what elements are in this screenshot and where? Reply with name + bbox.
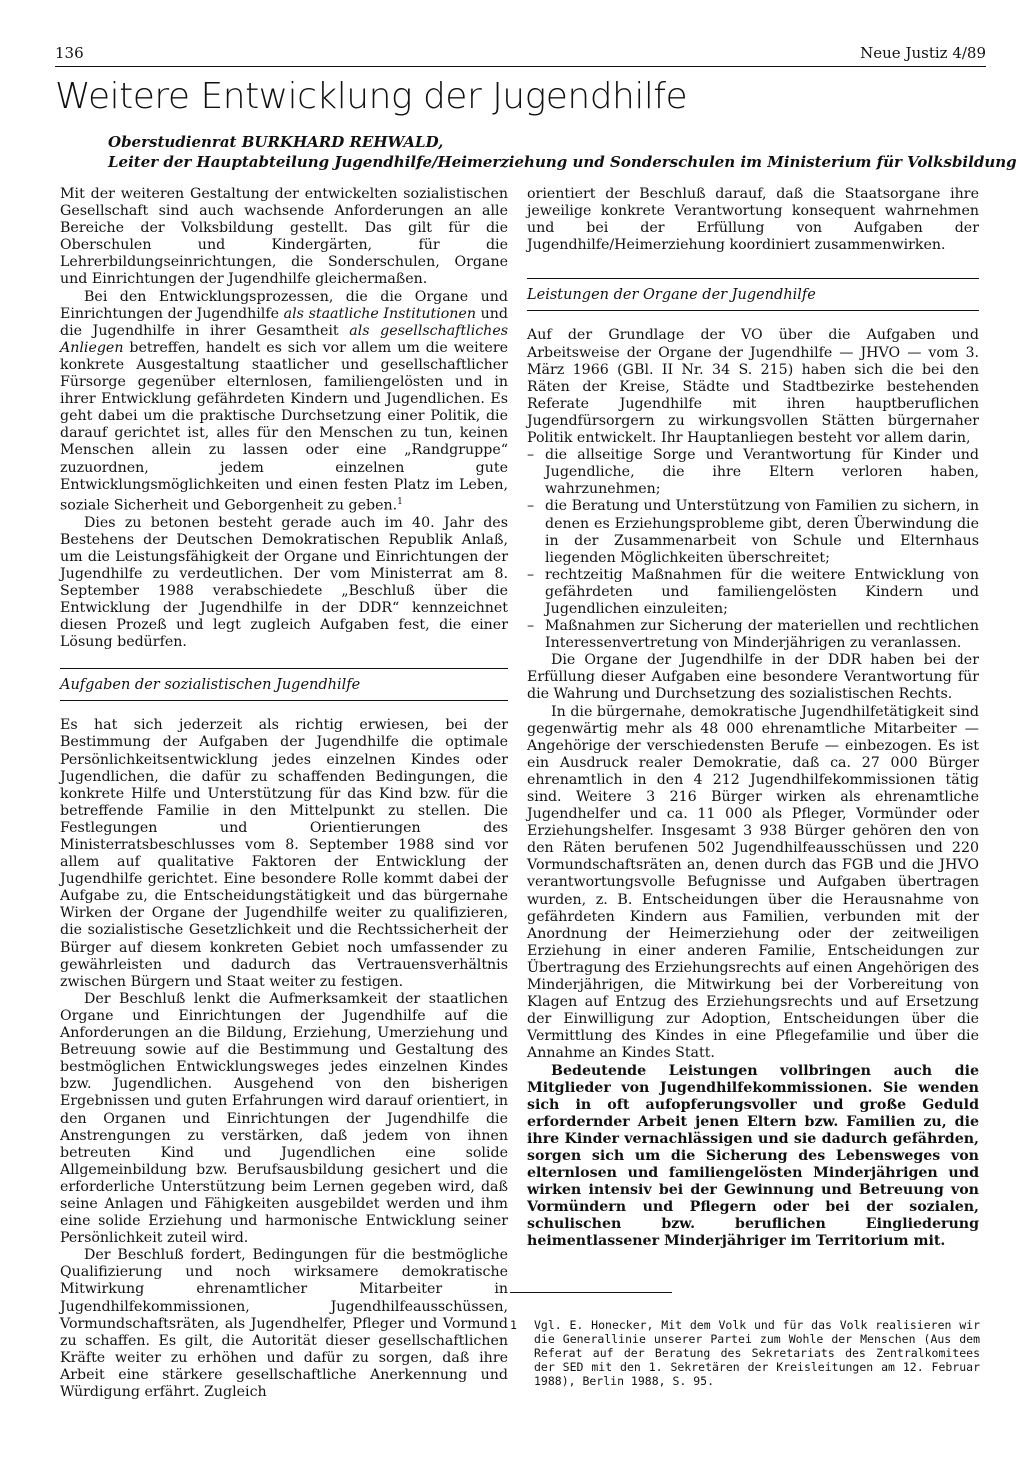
task-list [527,447,979,652]
list-item: – die Beratung und Unterstützung von Familien zu sichern, in denen es Erziehungsprobleme gibt, deren Überwindung die in der Zusammenarbeit von Schule und Elternhaus liegenden Möglichkeiten überschreitet; [527,498,979,566]
paragraph: Mit der weiteren Gestaltung der entwickelten sozialistischen Gesellschaft sind auch wachsende Anforderungen an alle Bereiche der Volksbildung gestellt. Das gilt für die Oberschulen und Kindergärten, für die Lehrerbildungseinrichtungen, die Sonderschulen, Organe und Einrichtungen der Jugendhilfe gleichermaßen. [60,186,508,288]
text-run: Bei den Entwicklungsprozessen, die die Organe und Einrichtungen der Jugendhilfe [60,288,508,322]
paragraph: Der Beschluß fordert, Bedingungen für die bestmögliche Qualifizierung und noch wirksamere demokratische Mitwirkung ehrenamtlicher Mitarbeiter in Jugendhilfekommissionen, Jugendhilfeausschüssen, Vormundschaftsräten, als Jugendhelfer, Pfleger und Vormund zu schaffen. Es gilt, die Autorität dieser gesellschaftlichen Kräfte weiter zu erhöhen und dafür zu sorgen, daß ihre Arbeit eine stärkere gesellschaftliche Anerkennung und Würdigung erfährt. Zugleich [60,1247,508,1401]
author-block [108,132,1017,172]
author-name: Oberstudienrat BURKHARD REHWALD, [108,133,444,151]
list-item: – die allseitige Sorge und Verantwortung für Kinder und Jugendliche, die ihre Eltern verloren haben, wahrzunehmen; [527,447,979,498]
journal-issue: Neue Justiz 4/89 [860,44,986,62]
paragraph: In die bürgernahe, demokratische Jugendhilfetätigkeit sind gegenwärtig mehr als 48 000 ehrenamtliche Mitarbeiter — Angehörige der verschiedensten Berufe — einbezogen. Es ist ein Ausdruck realer Demokratie, daß ca. 27 000 Bürger ehrenamtlich in den 4 212 Jugendhilfekommissionen tätig sind. Weitere 3 216 Bürger wirken als ehrenamtliche Jugendhelfer und ca. 11 000 als Pfleger, Vormünder oder Erziehungshelfer. Insgesamt 3 938 Bürger gehören den von den Räten berufenen 502 Jugendhilfeausschüssen und 220 Vormundschaftsräten an, denen durch das FGB und die JHVO verantwortungsvolle Befugnisse und Aufgaben übertragen wurden, z. B. Entscheidungen über die Herausnahme von gefährdeten Kindern aus Familien, verbunden mit der Anordnung der Heimerziehung oder der zeitweiligen Erziehung in einer anderen Familie, Entscheidungen zur Übertragung des Erziehungsrechts auf einen Angehörigen des Minderjährigen, die Mitwirkung bei der Vorbereitung von Klagen auf Entzug des Erziehungsrechts und auf Ersetzung der Einwilligung zur Adoption, Entscheidungen über die Vermittlung des Kindes in eine Pflegefamilie und über die Annahme an Kindes Statt. [527,703,979,1062]
footnote-ref: 1 [397,496,403,507]
paragraph: Es hat sich jederzeit als richtig erwiesen, bei der Bestimmung der Aufgaben der Jugendhilfe die optimale Persönlichkeitsentwicklung jedes einzelnen Kindes oder Jugendlichen, die dafür zu schaffenden Bedingungen, die konkrete Hilfe und Unterstützung für das Kind bzw. für die betreffende Familie in den Mittelpunkt zu stellen. Die Festlegungen und Orientierungen des Ministerratsbeschlusses vom 8. September 1988 sind vor allem auf qualitative Faktoren der Entwicklung der Jugendhilfe gerichtet. Eine besondere Rolle kommt dabei der Aufgabe zu, die Entscheidungstätigkeit und das bürgernahe Wirken der Organe der Jugendhilfe weiter zu qualifizieren, die sozialistische Gesetzlichkeit und die Rechtssicherheit der Bürger auf diesem konkreten Gebiet noch umfassender zu gewährleisten und dadurch das Vertrauensverhältnis zwischen Bürgern und Staat weiter zu festigen. [60,717,508,990]
footnote-text: Vgl. E. Honecker, Mit dem Volk und für das Volk realisieren wir die Generallinie unserer Partei zum Wohle der Menschen (Aus dem Referat auf der Beratung des Sekretariats des Zentralkomitees der SED mit den 1. Sekretären der Kreisleitungen am 12. Februar 1988), Berlin 1988, S. 95. [534,1318,980,1388]
section-heading: Aufgaben der sozialistischen Jugendhilfe [60,677,361,694]
emphasis: als staatliche Institutionen [283,305,476,322]
emphasis: als gesellschaftliches Anliegen [60,322,508,356]
text-run: und die Jugendhilfe in ihrer Gesamtheit [60,305,508,339]
list-item: – rechtzeitig Maßnahmen für die weitere Entwicklung von gefährdeten und familiengelösten Kindern und Jugendlichen einzuleiten; [527,567,979,618]
left-column [60,186,508,1401]
right-column [527,186,979,1251]
paragraph: Dies zu betonen besteht gerade auch im 40. Jahr des Bestehens der Deutschen Demokratischen Republik Anlaß, um die Leistungsfähigkeit der Organe und Einrichtungen der Jugendhilfe zu verdeutlichen. Der vom Ministerrat am 8. September 1988 verabschiedete „Beschluß über die Entwicklung der Jugendhilfe in der DDR“ kennzeichnet diesen Prozeß und legt zugleich Aufgaben fest, die einer Lösung bedürfen. [60,514,508,651]
text-run: betreffen, handelt es sich vor allem um die weitere konkrete Ausgestaltung staatlicher und gesellschaftlicher Fürsorge gegenüber elternlosen, familiengelösten und in ihrer Entwicklung gefährdeten Kindern und Jugendlichen. Es geht dabei um die praktische Durchsetzung einer Politik, die darauf gerichtet ist, alles für den Menschen zu tun, keinen Menschen allein zu lassen oder eine „Randgruppe“ zuzuordnen, jedem einzelnen gute Entwicklungsmöglichkeiten und einen festen Platz im Leben, soziale Sicherheit und Geborgenheit zu geben. [60,339,508,514]
paragraph: Bedeutende Leistungen vollbringen auch die Mitglieder von Jugendhilfekommissionen. Sie wenden sich in oft aufopferungsvoller und große Geduld erfordernder Arbeit jenen Eltern bzw. Familien zu, die ihre Kinder vernachlässigen und sie dadurch gefährden, sorgen sich um die Sicherung des Lebensweges von elternlosen und familiengelösten Minderjährigen und wirken intensiv bei der Gewinnung und Betreuung von Vormündern und Pflegern oder bei der sozialen, schulischen bzw. beruflichen Eingliederung heimentlassener Minderjähriger im Territorium mit. [527,1062,979,1250]
footnote-rule [510,1292,672,1293]
author-position: Leiter der Hauptabteilung Jugendhilfe/Heimerziehung und Sonderschulen im Ministerium für Volksbildung [108,153,1017,171]
page-number: 136 [55,44,84,62]
paragraph: Auf der Grundlage der VO über die Aufgaben und Arbeitsweise der Organe der Jugendhilfe — JHVO — vom 3. März 1966 (GBl. II Nr. 34 S. 215) haben sich die bei den Räten der Kreise, Städte und Stadtbezirke bestehenden Referate Jugendhilfe mit ihren hauptberuflichen Jugendfürsorgern zu wirkungsvollen Stätten bürgernaher Politik entwickelt. Ihr Hauptanliegen besteht vor allem darin, [527,327,979,447]
article-title: Weitere Entwicklung der Jugendhilfe [55,76,688,117]
section-heading: Leistungen der Organe der Jugendhilfe [527,287,816,304]
header-rule [55,66,986,67]
paragraph: Die Organe der Jugendhilfe in der DDR haben bei der Erfüllung dieser Aufgaben eine besondere Verantwortung für die Wahrung und Durchsetzung des sozialistischen Rechts. [527,652,979,703]
footnote-number: 1 [510,1318,517,1332]
paragraph: Der Beschluß lenkt die Aufmerksamkeit der staatlichen Organe und Einrichtungen der Jugendhilfe auf die Anforderungen an die Bildung, Erziehung, Umerziehung und Betreuung sowie auf die Bestimmung und Gestaltung des bestmöglichen Entwicklungsweges jedes einzelnen Kindes bzw. Jugendlichen. Ausgehend von den bisherigen Ergebnissen und guten Erfahrungen wird darauf orientiert, in den Organen und Einrichtungen der Jugendhilfe die Anstrengungen zu verstärken, daß jedem von ihnen betreuten Kind und Jugendlichen eine solide Allgemeinbildung bzw. Berufsausbildung gesichert und die erforderliche Unterstützung beim Lernen gegeben wird, daß seine Anlagen und Fähigkeiten ausgebildet werden und ihm eine solide Erziehung und harmonische Entwicklung seiner Persönlichkeit zuteil wird. [60,990,508,1247]
paragraph: orientiert der Beschluß darauf, daß die Staatsorgane ihre jeweilige konkrete Verantwortung konsequent wahrnehmen und bei der Erfüllung von Aufgaben der Jugendhilfe/Heimerziehung koordiniert zusammenwirken. [527,186,979,254]
footnote [510,1318,980,1388]
paragraph [60,289,508,515]
list-item: – Maßnahmen zur Sicherung der materiellen und rechtlichen Interessenvertretung von Minderjährigen zu veranlassen. [527,618,979,652]
